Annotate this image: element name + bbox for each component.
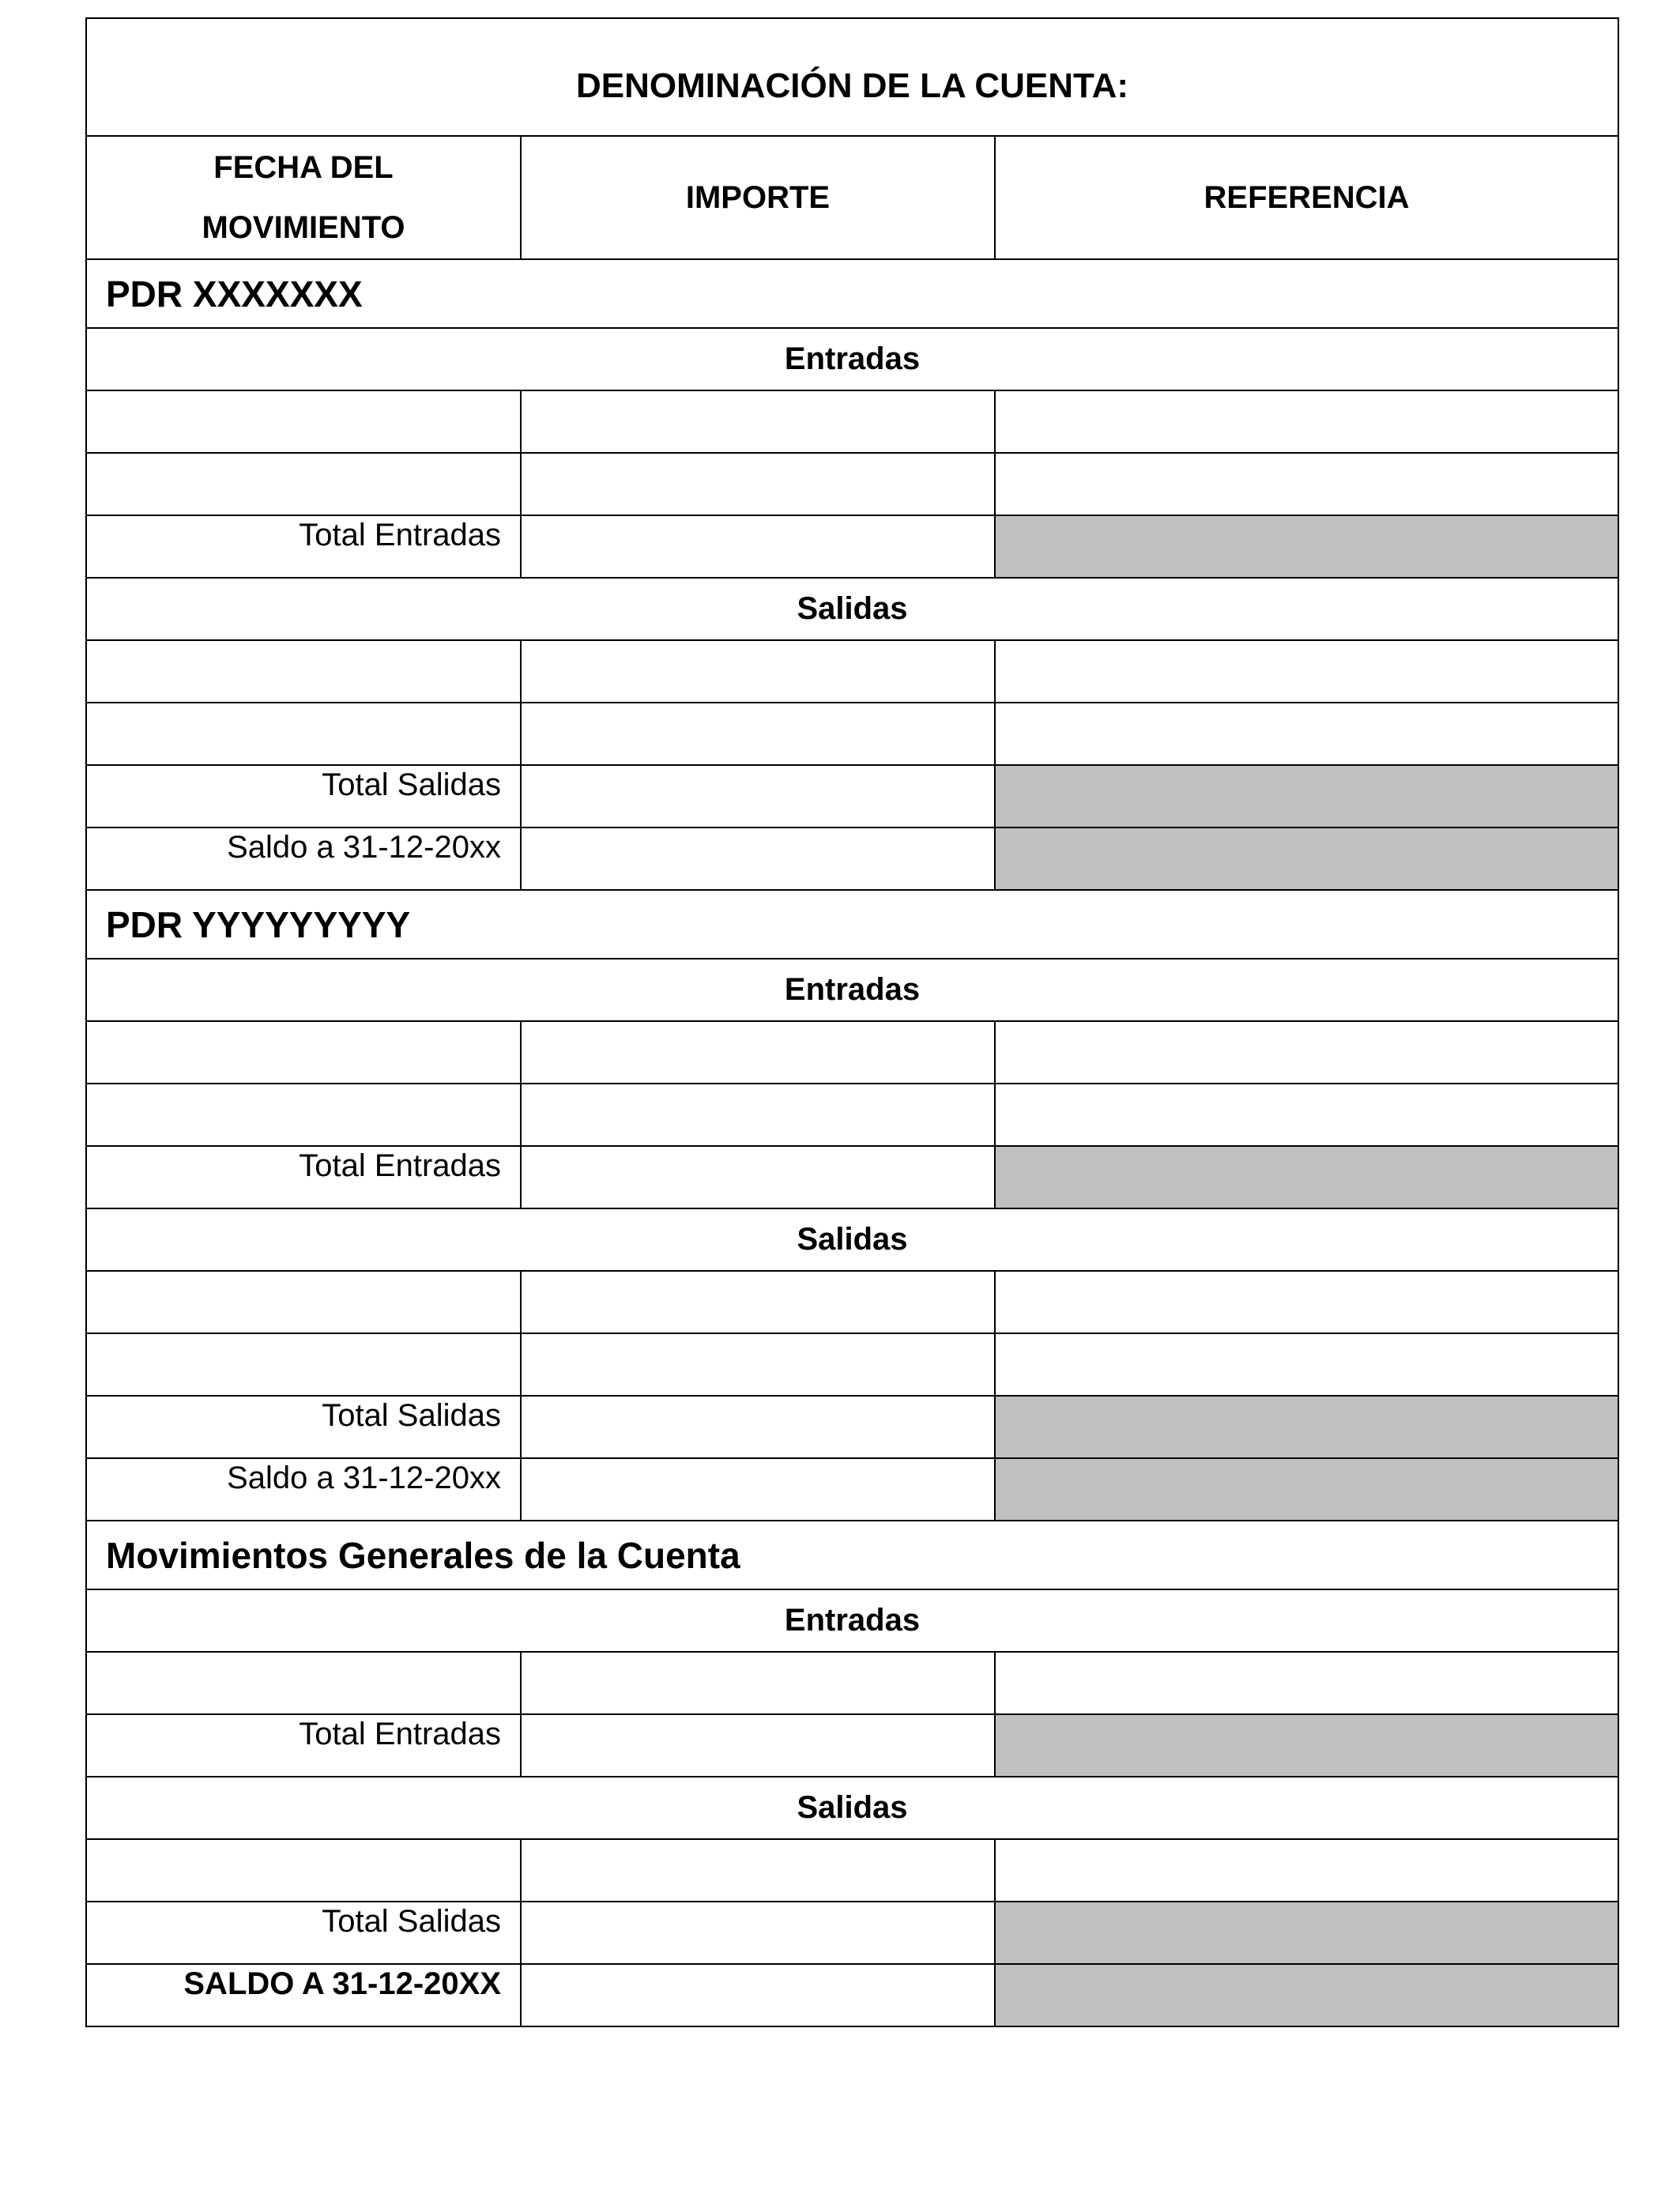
column-header-fecha	[86, 136, 521, 259]
importe-cell[interactable]	[521, 1333, 995, 1396]
total-entradas-row	[86, 1714, 1618, 1777]
title-row	[86, 18, 1618, 136]
shaded-cell	[995, 765, 1618, 827]
saldo-final-row	[86, 1964, 1618, 2026]
total-salidas-value[interactable]	[521, 765, 995, 827]
importe-cell[interactable]	[521, 390, 995, 453]
column-header-referencia: REFERENCIA	[995, 136, 1618, 259]
saldo-label: Saldo a 31-12-20xx	[86, 1458, 521, 1521]
shaded-cell	[995, 1902, 1618, 1964]
column-header-importe: IMPORTE	[521, 136, 995, 259]
shaded-cell	[995, 1146, 1618, 1208]
shaded-cell	[995, 1458, 1618, 1521]
total-entradas-label: Total Entradas	[86, 1714, 521, 1777]
total-salidas-label: Total Salidas	[86, 1396, 521, 1458]
column-header-fecha-line1: FECHA DEL	[213, 150, 394, 185]
importe-cell[interactable]	[521, 453, 995, 515]
referencia-cell[interactable]	[995, 1839, 1618, 1902]
importe-cell[interactable]	[521, 703, 995, 765]
saldo-row	[86, 827, 1618, 890]
referencia-cell[interactable]	[995, 390, 1618, 453]
fecha-cell[interactable]	[86, 703, 521, 765]
importe-cell[interactable]	[521, 1271, 995, 1333]
shaded-cell	[995, 1964, 1618, 2026]
total-entradas-value[interactable]	[521, 515, 995, 578]
table-row	[86, 1839, 1618, 1902]
table-row	[86, 1084, 1618, 1146]
table-row	[86, 1652, 1618, 1714]
total-entradas-value[interactable]	[521, 1714, 995, 1777]
referencia-cell[interactable]	[995, 1333, 1618, 1396]
referencia-cell[interactable]	[995, 1271, 1618, 1333]
fecha-cell[interactable]	[86, 1839, 521, 1902]
subsection-row	[86, 578, 1618, 640]
shaded-cell	[995, 515, 1618, 578]
section-header-row	[86, 259, 1618, 328]
table-row	[86, 390, 1618, 453]
entradas-label: Entradas	[86, 959, 1618, 1021]
importe-cell[interactable]	[521, 1652, 995, 1714]
fecha-cell[interactable]	[86, 390, 521, 453]
salidas-label: Salidas	[86, 578, 1618, 640]
section-title: Movimientos Generales de la Cuenta	[86, 1521, 1618, 1589]
table-row	[86, 703, 1618, 765]
table-row	[86, 640, 1618, 703]
section-title: PDR YYYYYYYYY	[86, 890, 1618, 959]
total-salidas-label: Total Salidas	[86, 765, 521, 827]
table-row	[86, 1333, 1618, 1396]
fecha-cell[interactable]	[86, 1021, 521, 1084]
subsection-row	[86, 959, 1618, 1021]
entradas-label: Entradas	[86, 328, 1618, 390]
total-entradas-row	[86, 515, 1618, 578]
saldo-value[interactable]	[521, 1458, 995, 1521]
total-salidas-row	[86, 765, 1618, 827]
referencia-cell[interactable]	[995, 1652, 1618, 1714]
referencia-cell[interactable]	[995, 1021, 1618, 1084]
fecha-cell[interactable]	[86, 640, 521, 703]
account-title: DENOMINACIÓN DE LA CUENTA:	[86, 18, 1618, 136]
importe-cell[interactable]	[521, 1084, 995, 1146]
importe-cell[interactable]	[521, 640, 995, 703]
subsection-row	[86, 328, 1618, 390]
fecha-cell[interactable]	[86, 1652, 521, 1714]
total-salidas-row	[86, 1902, 1618, 1964]
account-ledger-table	[85, 17, 1619, 2027]
section-title: PDR XXXXXXX	[86, 259, 1618, 328]
table-row	[86, 1271, 1618, 1333]
total-salidas-label: Total Salidas	[86, 1902, 521, 1964]
total-entradas-label: Total Entradas	[86, 1146, 521, 1208]
column-header-row	[86, 136, 1618, 259]
referencia-cell[interactable]	[995, 703, 1618, 765]
column-header-fecha-line2: MOVIMIENTO	[202, 210, 405, 245]
referencia-cell[interactable]	[995, 640, 1618, 703]
importe-cell[interactable]	[521, 1839, 995, 1902]
subsection-row	[86, 1208, 1618, 1271]
referencia-cell[interactable]	[995, 1084, 1618, 1146]
total-entradas-row	[86, 1146, 1618, 1208]
referencia-cell[interactable]	[995, 453, 1618, 515]
total-entradas-value[interactable]	[521, 1146, 995, 1208]
entradas-label: Entradas	[86, 1589, 1618, 1652]
shaded-cell	[995, 1396, 1618, 1458]
table-row	[86, 453, 1618, 515]
subsection-row	[86, 1589, 1618, 1652]
total-salidas-value[interactable]	[521, 1902, 995, 1964]
shaded-cell	[995, 827, 1618, 890]
shaded-cell	[995, 1714, 1618, 1777]
fecha-cell[interactable]	[86, 1333, 521, 1396]
fecha-cell[interactable]	[86, 453, 521, 515]
saldo-value[interactable]	[521, 827, 995, 890]
fecha-cell[interactable]	[86, 1084, 521, 1146]
section-header-row	[86, 1521, 1618, 1589]
section-header-row	[86, 890, 1618, 959]
fecha-cell[interactable]	[86, 1271, 521, 1333]
saldo-final-value[interactable]	[521, 1964, 995, 2026]
subsection-row	[86, 1777, 1618, 1839]
importe-cell[interactable]	[521, 1021, 995, 1084]
saldo-row	[86, 1458, 1618, 1521]
saldo-final-label: SALDO A 31-12-20XX	[86, 1964, 521, 2026]
salidas-label: Salidas	[86, 1777, 1618, 1839]
salidas-label: Salidas	[86, 1208, 1618, 1271]
table-row	[86, 1021, 1618, 1084]
saldo-label: Saldo a 31-12-20xx	[86, 827, 521, 890]
total-entradas-label: Total Entradas	[86, 515, 521, 578]
total-salidas-row	[86, 1396, 1618, 1458]
total-salidas-value[interactable]	[521, 1396, 995, 1458]
